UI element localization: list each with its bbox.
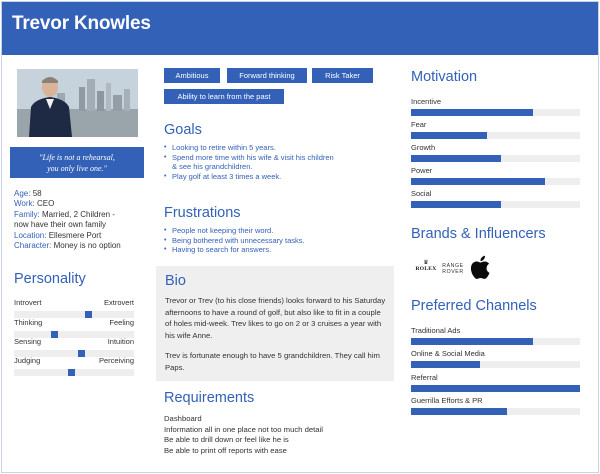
frustrations-list — [164, 226, 305, 255]
bar-label: Online & Social Media — [411, 349, 485, 358]
motivation-bar-fear — [411, 120, 580, 139]
bar-track — [411, 201, 580, 208]
fact-label: Family: — [14, 209, 40, 219]
goals-title: Goals — [164, 122, 202, 138]
bar-fill — [411, 408, 507, 415]
personality-title: Personality — [14, 271, 86, 287]
header-bar — [2, 2, 598, 55]
persona-quote — [10, 147, 144, 178]
bio-line: afternoons to have a round of golf, but also like to fit in a couple — [165, 307, 381, 317]
trait-track — [14, 369, 134, 376]
fact-label: Character: — [14, 241, 52, 251]
tag-ambitious: Ambitious — [164, 68, 220, 83]
list-item: • Being bothered with unnecessary tasks. — [164, 236, 305, 246]
bio-line: Trev is fortunate enough to have 5 grandchildren. They call him — [165, 351, 380, 360]
channel-bar-guerrilla-pr — [411, 396, 580, 415]
persona-name: Trevor Knowles — [12, 13, 151, 34]
bio-paragraph-2 — [165, 350, 387, 373]
bio-line: Trevor or Trev (to his close friends) looks forward to his Saturday — [165, 296, 386, 305]
trait-right-label: Extrovert — [103, 298, 134, 307]
fact-work — [14, 199, 144, 209]
quote-line-2: you only live one." — [47, 164, 107, 173]
trait-left-label: Judging — [14, 356, 41, 365]
persona-facts — [14, 189, 144, 251]
trait-introvert-extrovert — [14, 298, 134, 318]
bar-track — [411, 385, 580, 392]
fact-family — [14, 210, 144, 220]
channels-title: Preferred Channels — [411, 298, 537, 314]
trait-thinking-feeling — [14, 318, 134, 338]
goals-list — [164, 143, 334, 181]
brand-logos — [412, 252, 502, 282]
bar-label: Growth — [411, 143, 436, 152]
bar-label: Social — [411, 189, 432, 198]
list-item: • Looking to retire within 5 years. — [164, 143, 334, 153]
bar-track — [411, 155, 580, 162]
fact-label: Work: — [14, 199, 35, 209]
rolex-logo — [415, 261, 437, 273]
motivation-title: Motivation — [411, 69, 478, 85]
bar-track — [411, 338, 580, 345]
list-item: • Play golf at least 3 times a week. — [164, 172, 334, 182]
list-item: Be able to print off reports with ease — [164, 445, 287, 455]
profile-photo — [17, 69, 138, 137]
trait-right-label: Feeling — [109, 318, 134, 327]
crown-icon: ♛ — [423, 260, 429, 266]
trait-sensing-intuition — [14, 337, 134, 357]
trait-knob — [68, 369, 75, 376]
bar-fill — [411, 385, 580, 392]
bar-fill — [411, 338, 533, 345]
bar-fill — [411, 361, 480, 368]
tag-ability-to-learn: Ability to learn from the past — [164, 89, 284, 104]
bar-label: Traditional Ads — [411, 326, 461, 335]
bio-line: Paps. — [165, 362, 185, 372]
list-item: • Spend more time with his wife & visit his children — [164, 153, 334, 163]
bar-fill — [411, 132, 487, 139]
motivation-bar-incentive — [411, 97, 580, 116]
list-item: • People not keeping their word. — [164, 226, 305, 236]
motivation-bar-power — [411, 166, 580, 185]
quote-line-1: "Life is not a rehearsal, — [39, 153, 115, 162]
fact-value: 58 — [32, 189, 42, 198]
bar-track — [411, 361, 580, 368]
bar-label: Guerrilla Efforts & PR — [411, 396, 483, 405]
range-rover-line-2: ROVER — [442, 269, 464, 275]
motivation-bar-social — [411, 189, 580, 208]
bar-fill — [411, 178, 545, 185]
requirements-title: Requirements — [164, 390, 255, 406]
bio-line: his wife Anne. — [165, 330, 213, 340]
fact-character — [14, 241, 144, 251]
list-item: Dashboard — [164, 414, 202, 423]
bar-fill — [411, 109, 533, 116]
bio-paragraph-1 — [165, 295, 387, 341]
fact-value: now have their own family — [14, 220, 107, 230]
frustrations-title: Frustrations — [164, 205, 241, 221]
bar-label: Power — [411, 166, 433, 175]
bar-track — [411, 408, 580, 415]
bio-panel — [156, 266, 394, 381]
trait-left-label: Thinking — [14, 318, 43, 327]
fact-value: CEO — [36, 199, 55, 209]
bio-line: of holes mid-week. Trev likes to go on 2 or 3 cruises a year with — [165, 319, 382, 329]
fact-location — [14, 231, 144, 241]
trait-right-label: Perceiving — [98, 356, 134, 365]
range-rover-line-1: RANGE — [442, 263, 464, 269]
tag-risk-taker: Risk Taker — [312, 68, 373, 83]
tag-forward-thinking: Forward thinking — [227, 68, 307, 83]
apple-logo-icon — [470, 254, 494, 281]
trait-knob — [85, 311, 92, 318]
brands-title: Brands & Influencers — [411, 226, 546, 242]
fact-value: Ellesmere Port — [48, 230, 102, 240]
bar-label: Referral — [411, 373, 438, 382]
rolex-wordmark: ROLEX — [415, 266, 437, 272]
fact-label: Age: — [14, 189, 31, 198]
bar-label: Fear — [411, 120, 427, 129]
motivation-bar-growth — [411, 143, 580, 162]
requirements-list — [164, 414, 323, 456]
trait-right-label: Intuition — [107, 337, 134, 346]
range-rover-logo — [440, 263, 466, 275]
trait-left-label: Sensing — [14, 337, 42, 346]
bar-fill — [411, 155, 501, 162]
list-item: & see his grandchildren. — [172, 162, 253, 172]
list-item: Information all in one place not too much detail — [164, 424, 323, 434]
channel-bar-traditional-ads — [411, 326, 580, 345]
fact-label: Location: — [14, 230, 47, 240]
bar-label: Incentive — [411, 97, 442, 106]
list-item: • Having to search for answers. — [164, 245, 305, 255]
list-item: Be able to drill down or feel like he is — [164, 435, 289, 445]
fact-value: Money is no option — [53, 241, 121, 251]
bar-track — [411, 109, 580, 116]
channel-bar-online-social — [411, 349, 580, 368]
fact-value: Married, 2 Children - — [42, 209, 115, 219]
bar-track — [411, 132, 580, 139]
bio-title: Bio — [165, 273, 186, 289]
trait-track — [14, 311, 134, 318]
bar-fill — [411, 201, 501, 208]
bar-track — [411, 178, 580, 185]
channel-bar-referral — [411, 373, 580, 392]
fact-age — [14, 189, 144, 199]
fact-family-cont — [14, 220, 144, 230]
trait-judging-perceiving — [14, 356, 134, 376]
trait-left-label: Introvert — [14, 298, 42, 307]
